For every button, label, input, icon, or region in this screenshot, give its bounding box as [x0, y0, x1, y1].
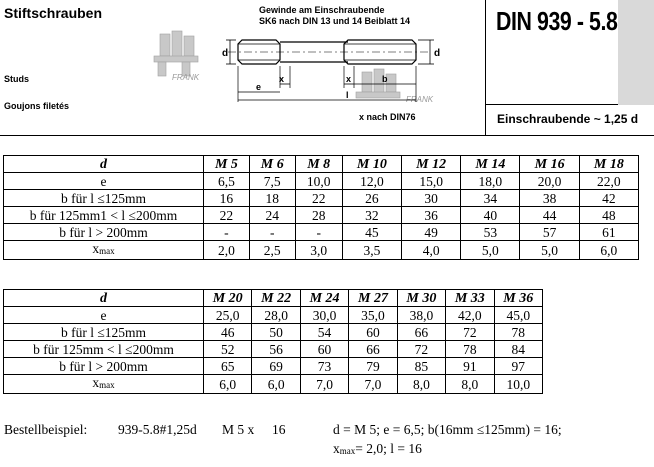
cell: 97: [494, 358, 542, 375]
header-cell: M 18: [579, 156, 638, 173]
cell: 34: [461, 190, 520, 207]
cell: 36: [402, 207, 461, 224]
label-e: e: [256, 82, 262, 92]
watermark-text-right: FRANK: [406, 95, 434, 104]
cell: 22: [295, 190, 342, 207]
cell: 46: [204, 324, 252, 341]
order-example-label: Bestellbeispiel:: [4, 422, 88, 437]
order-example-code: 939-5.8#1,25d: [118, 422, 197, 437]
cell: 78: [446, 341, 494, 358]
cell: 42: [579, 190, 638, 207]
cell: 16: [204, 190, 250, 207]
row-label: b für l ≤125mm: [4, 324, 204, 341]
order-example-explain-1: d = M 5; e = 6,5; b(16mm ≤125mm) = 16;: [333, 422, 562, 437]
header-cell: M 22: [252, 290, 300, 307]
cell: 84: [494, 341, 542, 358]
title-french: Goujons filetés: [4, 101, 70, 111]
x-subscript: max: [99, 380, 115, 390]
table-row: [4, 307, 543, 324]
cell: 6,0: [204, 375, 252, 394]
table-header-row: [4, 290, 543, 307]
cell: 45,0: [494, 307, 542, 324]
cell: 6,5: [204, 173, 250, 190]
header-cell: M 12: [402, 156, 461, 173]
table-row: [4, 241, 639, 260]
cell: 15,0: [402, 173, 461, 190]
watermark-text-left: FRANK: [172, 73, 200, 82]
x-label: x: [92, 375, 100, 390]
dimension-table-1: [3, 155, 639, 260]
stud-drawing: [150, 26, 450, 110]
x-label: x: [333, 441, 340, 456]
row-label: b für 125mm1 < l ≤200mm: [4, 207, 204, 224]
table-row: [4, 190, 639, 207]
cell: 2,0: [204, 241, 250, 260]
order-example-size: M 5 x: [222, 422, 255, 437]
header-cell: M 36: [494, 290, 542, 307]
label-b: b: [382, 74, 388, 84]
cell: 48: [579, 207, 638, 224]
norm-subtitle: Einschraubende ~ 1,25 d: [497, 112, 639, 126]
cell: 56: [252, 341, 300, 358]
x-subscript: max: [339, 446, 356, 456]
cell: 45: [342, 224, 401, 241]
cell: 91: [446, 358, 494, 375]
row-label-xmax: [4, 241, 204, 260]
cell: 2,5: [249, 241, 295, 260]
cell: 72: [446, 324, 494, 341]
title-english: Studs: [4, 74, 30, 84]
label-x-left: x: [279, 74, 285, 84]
watermark-logo-left: [154, 31, 198, 76]
thread-note-line1: Gewinde am Einschraubende: [259, 5, 385, 15]
header-cell: M 5: [204, 156, 250, 173]
cell: 28: [295, 207, 342, 224]
cell: 6,0: [252, 375, 300, 394]
cell: 38,0: [397, 307, 445, 324]
x-label: x: [92, 241, 100, 256]
cell: 22: [204, 207, 250, 224]
cell: 66: [349, 341, 397, 358]
cell: 7,0: [300, 375, 348, 394]
cell: 8,0: [446, 375, 494, 394]
cell: 38: [520, 190, 579, 207]
header-cell-d: d: [4, 290, 204, 307]
page-title: Stiftschrauben: [4, 5, 103, 21]
cell: 3,5: [342, 241, 401, 260]
cell: 30,0: [300, 307, 348, 324]
cell: 66: [397, 324, 445, 341]
cell: 72: [397, 341, 445, 358]
cell: 49: [402, 224, 461, 241]
dimension-table-2: [3, 289, 543, 394]
x-subscript: max: [99, 246, 115, 256]
table-row: [4, 224, 639, 241]
header-cell: M 10: [342, 156, 401, 173]
header-cell: M 16: [520, 156, 579, 173]
header-cell: M 6: [249, 156, 295, 173]
cell: 22,0: [579, 173, 638, 190]
cell: 65: [204, 358, 252, 375]
norm-grey-strip: [618, 0, 654, 105]
cell: -: [204, 224, 250, 241]
cell: 53: [461, 224, 520, 241]
cell: 73: [300, 358, 348, 375]
cell: -: [249, 224, 295, 241]
cell: 57: [520, 224, 579, 241]
cell: 52: [204, 341, 252, 358]
x-note: x nach DIN76: [359, 112, 416, 122]
header-cell: M 27: [349, 290, 397, 307]
cell: 60: [300, 341, 348, 358]
row-label: b für l ≤125mm: [4, 190, 204, 207]
cell: 4,0: [402, 241, 461, 260]
cell: 26: [342, 190, 401, 207]
header-cell-d: d: [4, 156, 204, 173]
header-cell: M 20: [204, 290, 252, 307]
table-row: [4, 341, 543, 358]
cell: 28,0: [252, 307, 300, 324]
cell: 20,0: [520, 173, 579, 190]
cell: 10,0: [295, 173, 342, 190]
cell: -: [295, 224, 342, 241]
table-row: [4, 375, 543, 394]
header-cell: M 24: [300, 290, 348, 307]
cell: 10,0: [494, 375, 542, 394]
table-row: [4, 324, 543, 341]
table-header-row: [4, 156, 639, 173]
cell: 85: [397, 358, 445, 375]
norm-title: DIN 939 - 5.8: [496, 6, 618, 36]
cell: 30: [402, 190, 461, 207]
cell: 12,0: [342, 173, 401, 190]
cell: 50: [252, 324, 300, 341]
row-label: e: [4, 307, 204, 324]
label-x-right: x: [346, 74, 352, 84]
row-label: e: [4, 173, 204, 190]
order-example-explain-2: [333, 441, 422, 457]
cell: 6,0: [579, 241, 638, 260]
table-row: [4, 207, 639, 224]
cell: 18,0: [461, 173, 520, 190]
cell: 18: [249, 190, 295, 207]
cell: 24: [249, 207, 295, 224]
header-cell: M 8: [295, 156, 342, 173]
cell: 54: [300, 324, 348, 341]
explain-rest: = 2,0; l = 16: [355, 441, 422, 456]
cell: 42,0: [446, 307, 494, 324]
cell: 61: [579, 224, 638, 241]
table-row: [4, 358, 543, 375]
label-l: l: [346, 90, 349, 100]
cell: 5,0: [520, 241, 579, 260]
header-cell: M 33: [446, 290, 494, 307]
table-row: [4, 173, 639, 190]
cell: 69: [252, 358, 300, 375]
watermark-logo-right: [356, 69, 400, 98]
header-cell: M 30: [397, 290, 445, 307]
thread-note-line2: SK6 nach DIN 13 und 14 Beiblatt 14: [259, 16, 411, 26]
row-label: b für l > 200mm: [4, 224, 204, 241]
cell: 44: [520, 207, 579, 224]
cell: 35,0: [349, 307, 397, 324]
label-d-left: d: [222, 48, 229, 59]
cell: 7,0: [349, 375, 397, 394]
cell: 25,0: [204, 307, 252, 324]
row-label: b für 125mm < l ≤200mm: [4, 341, 204, 358]
header-cell: M 14: [461, 156, 520, 173]
label-d-right: d: [434, 48, 441, 59]
cell: 3,0: [295, 241, 342, 260]
cell: 7,5: [249, 173, 295, 190]
cell: 5,0: [461, 241, 520, 260]
cell: 32: [342, 207, 401, 224]
cell: 79: [349, 358, 397, 375]
order-example-length: 16: [272, 422, 286, 437]
cell: 78: [494, 324, 542, 341]
cell: 40: [461, 207, 520, 224]
cell: 60: [349, 324, 397, 341]
row-label: b für l > 200mm: [4, 358, 204, 375]
cell: 8,0: [397, 375, 445, 394]
row-label-xmax: [4, 375, 204, 394]
